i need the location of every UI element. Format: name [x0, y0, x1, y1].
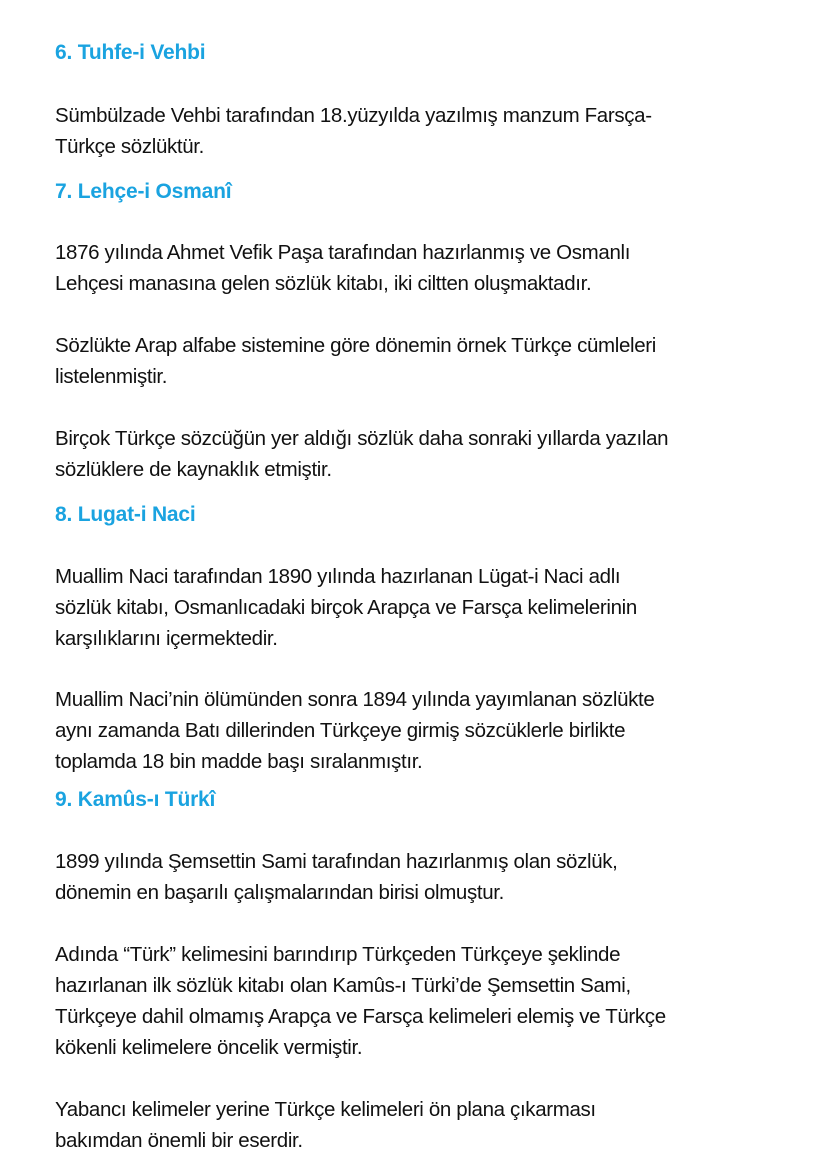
paragraph-line: sözlük kitabı, Osmanlıcadaki birçok Arapça ve Farsça kelimelerinin [55, 596, 637, 619]
section-heading-tuhfe-i-vehbi: 6. Tuhfe-i Vehbi [55, 41, 206, 64]
section-heading-kamus-i-turki: 9. Kamûs-ı Türkî [55, 788, 216, 811]
paragraph [55, 684, 654, 777]
paragraph-line: Adında “Türk” kelimesini barındırıp Türkçeden Türkçeye şeklinde [55, 943, 621, 966]
paragraph-line: 1899 yılında Şemsettin Sami tarafından hazırlanmış olan sözlük, [55, 850, 618, 873]
paragraph [55, 423, 668, 485]
paragraph [55, 939, 666, 1063]
paragraph-line: Türkçeye dahil olmamış Arapça ve Farsça kelimeleri elemiş ve Türkçe [55, 1005, 666, 1028]
paragraph-line: kökenli kelimelere öncelik vermiştir. [55, 1036, 363, 1059]
paragraph [55, 237, 630, 299]
paragraph-line: Birçok Türkçe sözcüğün yer aldığı sözlük daha sonraki yıllarda yazılan [55, 427, 669, 450]
paragraph-line: hazırlanan ilk sözlük kitabı olan Kamûs-ı Türki’de Şemsettin Sami, [55, 974, 631, 997]
paragraph-line: karşılıklarını içermektedir. [55, 627, 278, 650]
paragraph-line: Muallim Naci tarafından 1890 yılında hazırlanan Lügat-i Naci adlı [55, 565, 621, 588]
paragraph [55, 561, 637, 654]
paragraph-line: sözlüklere de kaynaklık etmiştir. [55, 458, 332, 481]
paragraph-line: 1876 yılında Ahmet Vefik Paşa tarafından hazırlanmış ve Osmanlı [55, 241, 631, 264]
paragraph [55, 846, 618, 908]
paragraph-line: Lehçesi manasına gelen sözlük kitabı, iki ciltten oluşmaktadır. [55, 272, 592, 295]
paragraph-line: Yabancı kelimeler yerine Türkçe kelimeleri ön plana çıkarması [55, 1098, 596, 1121]
paragraph-line: dönemin en başarılı çalışmalarından birisi olmuştur. [55, 881, 504, 904]
paragraph-line: Türkçe sözlüktür. [55, 135, 204, 158]
paragraph-line: Sümbülzade Vehbi tarafından 18.yüzyılda yazılmış manzum Farsça- [55, 104, 652, 127]
section-heading-lehce-i-osmani: 7. Lehçe-i Osmanî [55, 180, 232, 203]
paragraph-line: listelenmiştir. [55, 365, 168, 388]
paragraph-line: toplamda 18 bin madde başı sıralanmıştır. [55, 750, 423, 773]
paragraph-line: aynı zamanda Batı dillerinden Türkçeye girmiş sözcüklerle birlikte [55, 719, 626, 742]
paragraph-line: Muallim Naci’nin ölümünden sonra 1894 yılında yayımlanan sözlükte [55, 688, 655, 711]
section-heading-lugat-i-naci: 8. Lugat-i Naci [55, 503, 196, 526]
paragraph-line: Sözlükte Arap alfabe sistemine göre dönemin örnek Türkçe cümleleri [55, 334, 656, 357]
paragraph-line: bakımdan önemli bir eserdir. [55, 1129, 303, 1152]
paragraph [55, 330, 656, 392]
paragraph [55, 1094, 596, 1156]
paragraph [55, 100, 652, 162]
